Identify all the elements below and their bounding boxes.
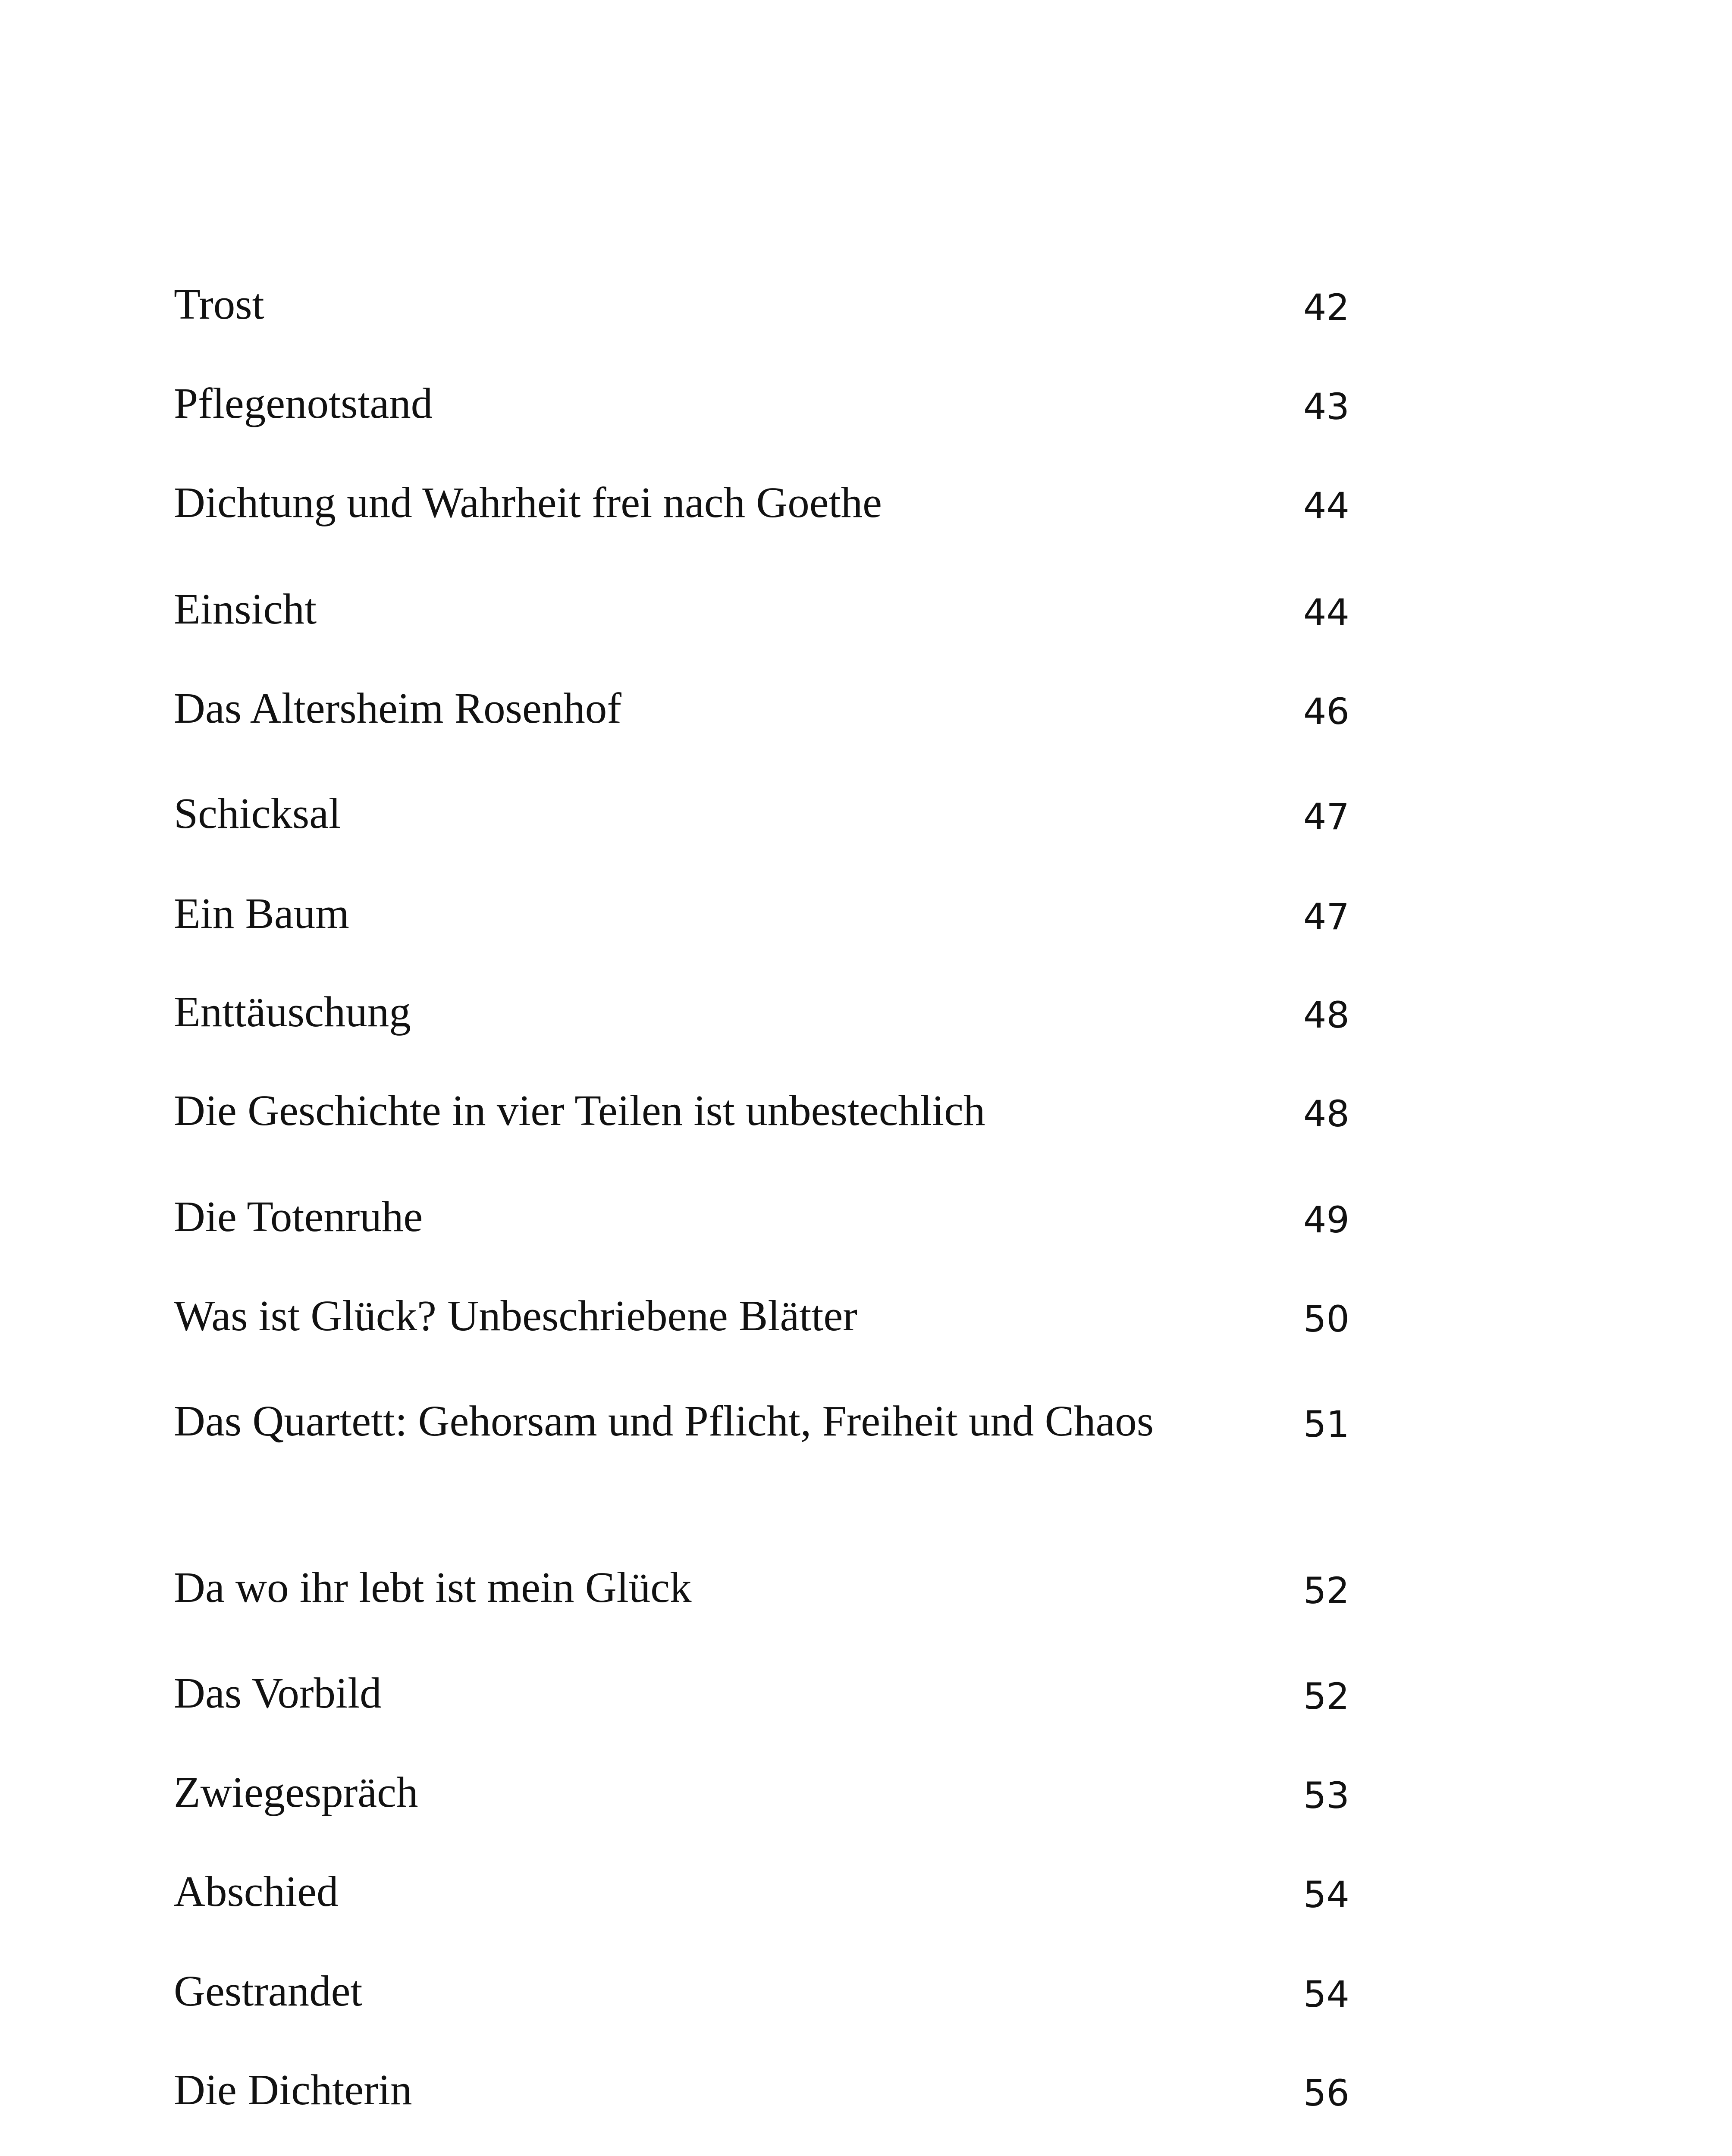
toc-entry-title: Pflegenotstand [174,379,433,427]
toc-entry [0,982,1732,1051]
toc-entry [0,373,1732,442]
toc-entry [0,579,1732,648]
toc-entry-title: Einsicht [174,585,317,633]
toc-entry-page-number: 51 [1303,1403,1349,1445]
toc-entry-title: Da wo ihr lebt ist mein Glück [174,1563,692,1611]
toc-entry [0,274,1732,343]
toc-entry-title: Was ist Glück? Unbeschriebene Blätter [174,1291,857,1340]
toc-entry-title: Das Quartett: Gehorsam und Pflicht, Freiheit und Chaos [174,1397,1154,1445]
toc-entry [0,1187,1732,1256]
toc-entry-page-number: 54 [1303,1874,1349,1916]
toc-entry-title: Dichtung und Wahrheit frei nach Goethe [174,478,882,526]
toc-entry-page-number: 46 [1303,690,1349,733]
toc-entry-title: Abschied [174,1867,339,1915]
toc-entry-page-number: 44 [1303,485,1349,527]
toc-entry-page-number: 53 [1303,1774,1349,1817]
toc-entry [0,1081,1732,1150]
toc-entry [0,1391,1732,1520]
toc-entry-page-number: 50 [1303,1298,1349,1340]
toc-entry-page-number: 44 [1303,591,1349,633]
toc-entry-title: Die Geschichte in vier Teilen ist unbestechlich [174,1086,985,1134]
toc-entry-title: Enttäuschung [174,987,411,1036]
toc-entry-title: Schicksal [174,789,341,837]
toc-entry-title: Ein Baum [174,889,349,937]
toc-entry-page-number: 54 [1303,1973,1349,2015]
toc-entry [0,884,1732,953]
toc-entry-title: Zwiegespräch [174,1768,418,1816]
toc-entry [0,2060,1732,2129]
toc-entry-title: Gestrandet [174,1967,363,2015]
toc-entry [0,1861,1732,1930]
toc-entry [0,1286,1732,1355]
toc-entry-page-number: 56 [1303,2072,1349,2114]
toc-entry-title: Die Totenruhe [174,1192,423,1241]
toc-entry-page-number: 48 [1303,1093,1349,1135]
toc-entry-page-number: 43 [1303,385,1349,428]
toc-entry-page-number: 42 [1303,286,1349,329]
toc-entry-page-number: 49 [1303,1199,1349,1241]
toc-entry [0,783,1732,852]
toc-entry [0,1762,1732,1831]
toc-entry-title: Das Altersheim Rosenhof [174,684,621,732]
toc-entry-page-number: 52 [1303,1570,1349,1612]
toc-entry-title: Trost [174,280,264,328]
toc-entry-page-number: 47 [1303,896,1349,938]
toc-entry-page-number: 47 [1303,796,1349,838]
toc-entry [0,1961,1732,2030]
toc-entry [0,473,1732,542]
toc-entry-page-number: 48 [1303,994,1349,1036]
toc-entry-title: Das Vorbild [174,1669,382,1717]
toc-entry [0,678,1732,747]
toc-entry [0,1557,1732,1626]
toc-entry-title: Die Dichterin [174,2065,412,2114]
toc-entry-page-number: 52 [1303,1675,1349,1717]
toc-entry [0,1663,1732,1732]
